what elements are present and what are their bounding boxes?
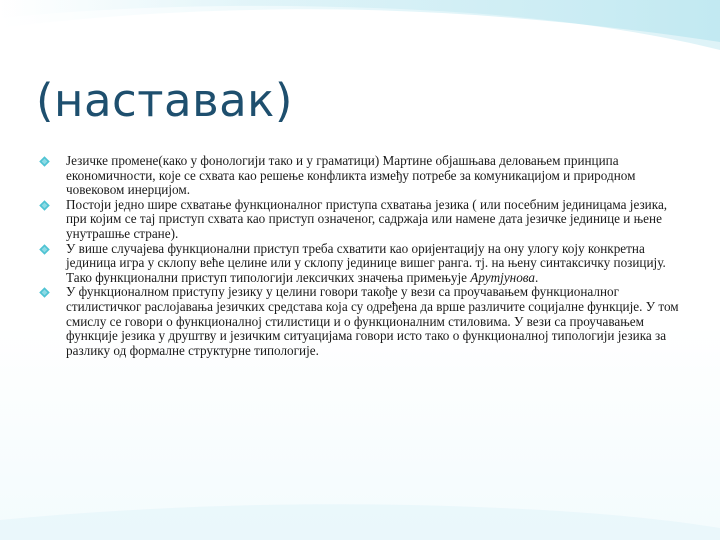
bullet-end: . bbox=[535, 269, 539, 285]
slide-title: (наставак) bbox=[36, 74, 293, 127]
bullet-item bbox=[36, 242, 684, 286]
bullet-icon bbox=[39, 244, 50, 255]
bullet-text: У функционалном приступу језику у целини говори такође у вези са проучавањем функционалног стилистичког раслојавања језичких средстава која су одређена да врше различите социјалне функције. У том смислу се говори о функционалној стилистици и о функционалним стиловима. У вези са проучавањем функције језика у друштву и језичким ситуацијама говори исто тако о функционалној типологији језика за разлику од формалне структурне типологије. bbox=[66, 284, 679, 358]
bullet-icon bbox=[39, 287, 50, 298]
bullet-icon bbox=[39, 156, 50, 167]
bullet-text: Постоји једно шире схватање функционалног приступа схватања језика ( или посебним јединицама језика, при којим се тај приступ схвата као приступ означеног, садржаја или намене дата језичке јединице и њене унутрашње стране). bbox=[66, 196, 668, 241]
bullet-item bbox=[36, 154, 684, 198]
bullet-text: У више случајева функционални приступ треба схватити као оријентацију на ону улогу коју конкретна јединица игра у склопу веће целине или у склопу јединице вишег ранга. тј. на њену синтаксичку позицију. Тако функционални приступ типологији лексичких значења примењује bbox=[66, 240, 666, 285]
bullet-item bbox=[36, 198, 684, 242]
bullet-author: Арутјунова bbox=[470, 269, 536, 285]
bullet-icon bbox=[39, 200, 50, 211]
bullet-text: Језичке промене(како у фонологији тако и у граматици) Мартине објашњава деловањем принципа економичности, које се схвата као решење конфликта између потребе за комуникацијом и природном човековом инерцијом. bbox=[66, 153, 636, 198]
bullet-item bbox=[36, 285, 684, 358]
bullet-list bbox=[36, 154, 684, 358]
